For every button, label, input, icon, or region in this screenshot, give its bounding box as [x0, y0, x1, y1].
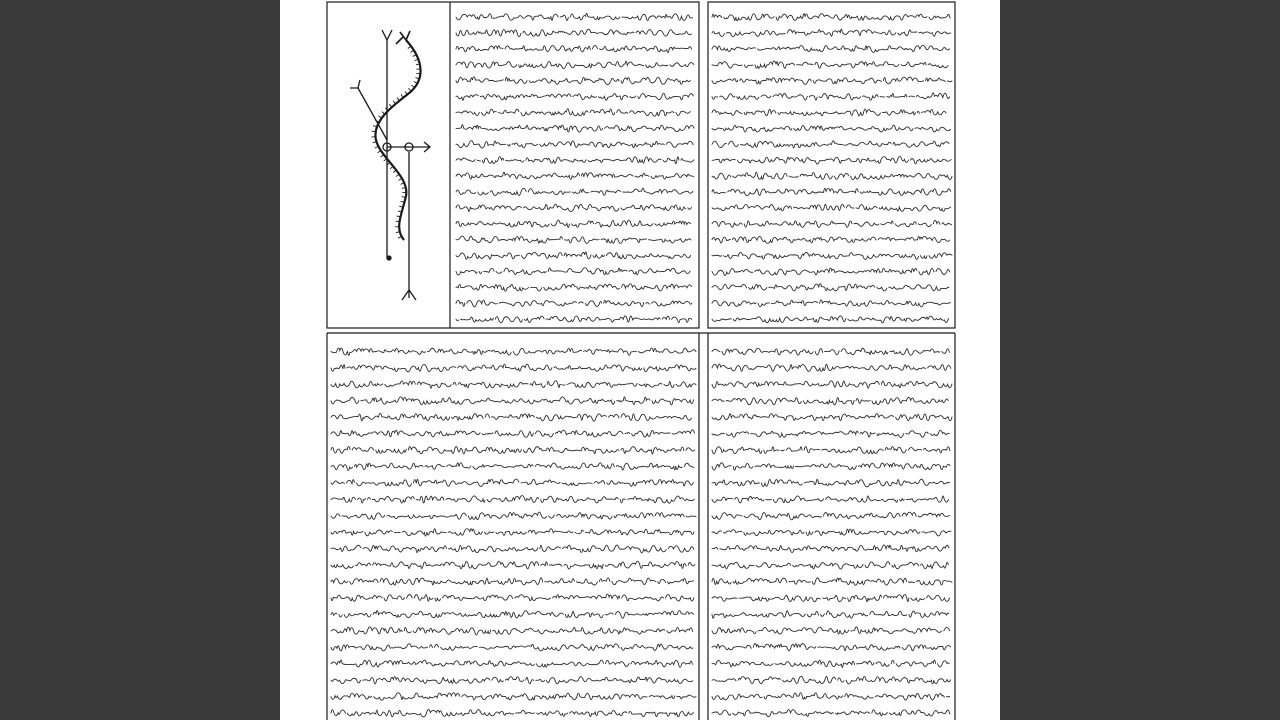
script-line	[712, 156, 951, 164]
script-line	[331, 594, 694, 601]
script-line	[712, 529, 951, 536]
serpent-scale	[411, 85, 414, 88]
script-line	[712, 595, 950, 602]
script-line	[712, 204, 951, 211]
script-line	[712, 45, 950, 52]
script-line	[331, 512, 696, 520]
serpent-scale	[381, 155, 384, 157]
script-line	[456, 93, 693, 100]
script-line	[712, 397, 948, 404]
serpent-scale	[393, 101, 396, 104]
serpent-scale	[416, 73, 420, 74]
script-line	[712, 348, 949, 355]
staff-top-fork	[382, 30, 392, 40]
top-right-text	[712, 14, 954, 323]
script-line	[331, 463, 694, 471]
script-line	[712, 676, 951, 684]
script-line	[331, 413, 693, 421]
top-left-frame	[327, 2, 699, 328]
script-line	[712, 693, 950, 700]
serpent-coiled-staff-icon	[350, 30, 430, 300]
script-line	[331, 381, 696, 389]
script-line	[712, 479, 950, 487]
script-line	[331, 479, 693, 486]
script-line	[456, 77, 690, 85]
script-line	[712, 300, 951, 307]
script-line	[331, 627, 693, 635]
script-line	[331, 677, 693, 684]
script-line	[331, 348, 696, 355]
serpent-scale	[389, 104, 392, 107]
script-line	[456, 172, 694, 179]
script-line	[331, 364, 696, 372]
top-left-text	[456, 13, 694, 323]
script-line	[331, 611, 694, 619]
serpent-scale	[397, 98, 400, 101]
script-line	[331, 561, 695, 569]
script-line	[712, 414, 952, 421]
script-line	[712, 660, 949, 667]
script-line	[712, 109, 948, 116]
script-line	[456, 268, 692, 275]
script-line	[712, 14, 950, 21]
script-line	[331, 545, 694, 553]
script-line	[456, 141, 693, 148]
script-line	[456, 204, 691, 211]
script-line	[712, 220, 952, 227]
serpent-scale	[382, 112, 385, 115]
script-line	[712, 578, 952, 585]
staff-base-dot	[387, 256, 391, 260]
serpent-scale	[378, 151, 381, 153]
serpent-scale	[396, 221, 400, 222]
script-line	[712, 252, 954, 259]
script-line	[331, 529, 694, 536]
script-line	[712, 463, 950, 470]
script-line	[456, 13, 693, 20]
script-line	[712, 61, 948, 68]
serpent-scales	[372, 46, 421, 238]
script-line	[331, 660, 692, 667]
script-line	[712, 284, 949, 291]
script-line	[456, 29, 691, 36]
script-line	[331, 693, 696, 701]
script-line	[712, 644, 951, 651]
side-branch	[358, 88, 387, 140]
script-line	[456, 316, 692, 323]
script-line	[712, 141, 949, 148]
serpent-scale	[401, 94, 403, 97]
side-branch-fork	[350, 80, 360, 88]
script-line	[712, 562, 948, 569]
manuscript-svg	[280, 0, 1000, 720]
serpent-scale	[390, 166, 393, 169]
serpent-scale	[408, 88, 411, 91]
script-line	[712, 545, 949, 553]
script-line	[331, 430, 695, 437]
script-line	[712, 93, 950, 100]
script-line	[456, 300, 692, 307]
script-line	[712, 512, 949, 520]
script-line	[712, 447, 950, 454]
script-line	[712, 627, 950, 634]
script-line	[712, 188, 951, 195]
script-line	[712, 125, 951, 132]
script-line	[456, 252, 691, 259]
script-line	[456, 220, 691, 227]
bottom-left-text	[331, 348, 696, 717]
script-line	[456, 188, 693, 195]
script-line	[331, 709, 695, 717]
top-right-frame	[708, 2, 955, 328]
script-line	[712, 172, 952, 180]
script-line	[456, 236, 691, 243]
script-line	[712, 268, 950, 275]
serpent-scale	[405, 91, 407, 94]
script-line	[712, 316, 951, 323]
script-line	[456, 45, 692, 52]
script-line	[331, 496, 694, 504]
script-line	[712, 364, 951, 371]
script-line	[456, 125, 694, 132]
script-line	[456, 157, 694, 164]
script-line	[712, 430, 949, 437]
script-line	[712, 29, 951, 36]
script-line	[712, 381, 952, 388]
manuscript-page	[280, 0, 1000, 720]
script-line	[712, 236, 950, 243]
panel-frames	[327, 2, 955, 720]
bottom-right-text	[712, 348, 952, 716]
script-line	[456, 284, 691, 291]
script-line	[331, 644, 693, 651]
script-line	[456, 109, 690, 117]
script-line	[456, 61, 694, 68]
serpent-body	[375, 40, 420, 240]
script-line	[712, 611, 949, 618]
manuscript-text	[331, 13, 954, 717]
script-line	[712, 710, 950, 717]
script-line	[712, 496, 949, 503]
script-line	[712, 77, 952, 84]
script-line	[331, 578, 696, 585]
script-line	[331, 446, 695, 454]
script-line	[331, 397, 694, 405]
